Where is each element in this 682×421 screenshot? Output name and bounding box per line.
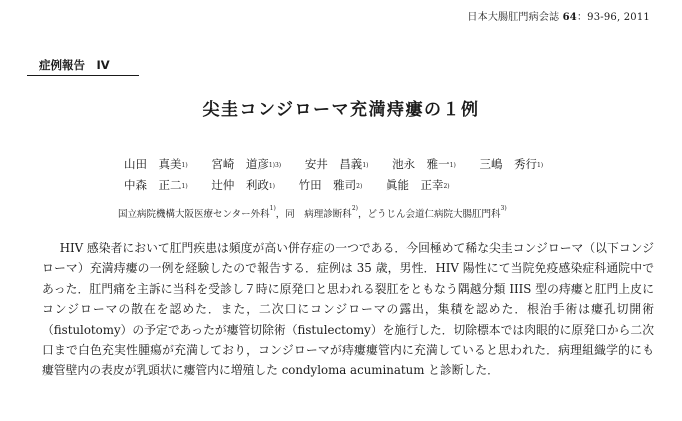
author: 三嶋 秀行$^{1)}$ — [479, 157, 544, 171]
journal-name: 日本大腸肛門病会誌 — [467, 12, 560, 23]
author: 安井 昌義$^{1)}$ — [304, 157, 369, 171]
author-row — [124, 154, 563, 175]
affiliations — [118, 206, 507, 220]
journal-volume: 64 — [562, 12, 577, 23]
author: 眞能 正幸$^{2)}$ — [385, 178, 450, 192]
author: 宮崎 道彦$^{1)3)}$ — [211, 157, 282, 171]
article-title: 尖圭コンジローマ充満痔瘻の１例 — [202, 100, 480, 120]
article-category: 症例報告 IV — [27, 57, 139, 76]
author-list — [124, 154, 563, 196]
author: 中森 正二$^{1)}$ — [124, 178, 188, 192]
affiliation: ，どうじん会道仁病院大腸肛門科$^{3)}$ — [357, 205, 507, 220]
journal-pages: ：93-96, 2011 — [576, 12, 650, 23]
author: 池永 雅一$^{1)}$ — [392, 157, 456, 171]
abstract — [42, 238, 654, 381]
affiliation: ，同 病理診断科$^{2)}$ — [275, 205, 358, 220]
abstract-text: HIV 感染者において肛門疾患は頻度が高い併存症の一つである．今回極めて稀な尖圭コンジローマ（以下コンジローマ）充満痔瘻の一例を経験したので報告する．症例は 35 歳，男性．HIV 陽性にて当院免疫感染症科通院中であった．肛門痛を主訴に当科を受診し７時に原発口と思われる裂肛をともなう隅越分類 IIIS 型の痔瘻と肛門上皮にコンジローマの散在を認めた．また，二次口にコンジローマの露出，集積を認めた．根治手術は瘻孔切開術（fistulotomy）の予定であったが瘻管切除術（fistulectomy）を施行した．切除標本では肉眼的に原発口から二次口まで白色充実性腫瘍が充満しており，コンジローマが痔瘻瘻管内に充満していると思われた．病理組織学的にも瘻管壁内の表皮が乳頭状に瘻管内に増殖した condyloma acuminatum と診断した． — [42, 241, 654, 378]
journal-citation — [467, 8, 650, 23]
author: 山田 真美$^{1)}$ — [124, 157, 188, 171]
affiliation: 国立病院機構大阪医療センター外科$^{1)}$ — [118, 205, 276, 220]
author-row — [124, 175, 563, 196]
author: 辻仲 利政$^{1)}$ — [211, 178, 275, 192]
author: 竹田 雅司$^{2)}$ — [298, 178, 363, 192]
